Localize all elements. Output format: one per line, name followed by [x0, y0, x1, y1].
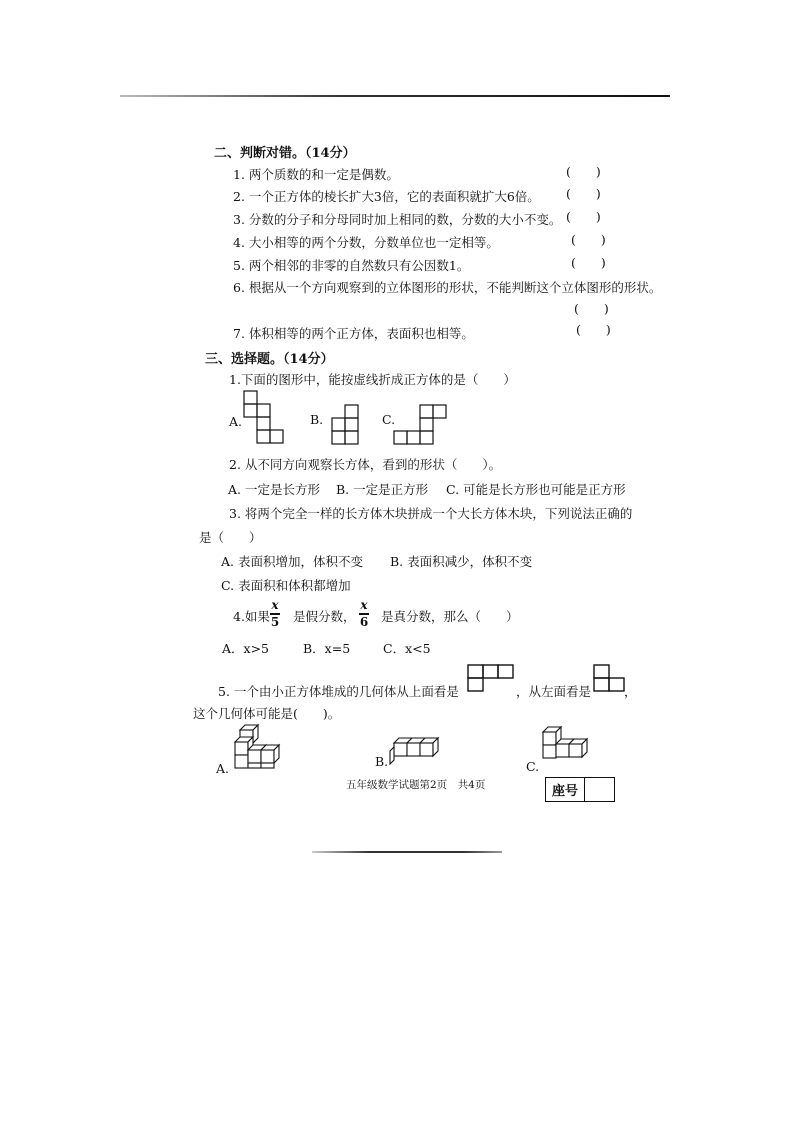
q4-fraction-x-over-6: [359, 599, 369, 629]
judge-item-4: 4. 大小相等的两个分数，分数单位也一定相等。: [233, 235, 499, 250]
q1-stem: 1.下面的图形中，能按虚线折成正方体的是（ ）: [229, 372, 516, 387]
section3-heading: 三、选择题。（14分）: [205, 352, 334, 367]
page-footer: 五年级数学试题第2页 共4页: [346, 779, 486, 791]
q2-stem: 2. 从不同方向观察长方体，看到的形状（ ）。: [229, 457, 502, 472]
judge-item-7: 7. 体积相等的两个正方体，表面积也相等。: [233, 326, 474, 341]
q5-stem-part3: ，: [624, 684, 637, 699]
q1-option-c-label: C.: [382, 412, 396, 427]
section2-heading: 二、判断对错。（14分）: [214, 146, 356, 161]
q1-option-b-label: B.: [310, 412, 324, 427]
q4-frac1-numerator: x: [271, 598, 279, 612]
q4-mid: 是假分数，: [293, 609, 356, 624]
q5-top-view-figure: [467, 664, 515, 694]
judge-item-1: 1. 两个质数的和一定是偶数。: [233, 167, 399, 182]
judge-item-5: 5. 两个相邻的非零的自然数只有公因数1。: [233, 258, 470, 273]
q4-prefix: 4.如果: [233, 609, 270, 624]
q5-stem-part1: 5. 一个由小正方体堆成的几何体从上面看是: [218, 684, 459, 699]
q4-option-c[interactable]: C．x<5: [383, 641, 431, 656]
q5-solid-a-figure[interactable]: [230, 724, 290, 772]
top-scan-edge: [120, 95, 670, 97]
answer-bracket-5[interactable]: ( ): [571, 255, 606, 270]
q4-option-b[interactable]: B．x=5: [303, 641, 351, 656]
q5-option-a-label: A.: [216, 761, 230, 776]
q3-option-b[interactable]: B. 表面积减少，体积不变: [390, 554, 533, 569]
seat-number-field[interactable]: [585, 778, 614, 801]
answer-bracket-2[interactable]: ( ): [566, 186, 601, 201]
q3-option-a[interactable]: A. 表面积增加，体积不变: [221, 554, 363, 569]
q3-option-c[interactable]: C. 表面积和体积都增加: [221, 578, 351, 593]
answer-bracket-3[interactable]: ( ): [566, 209, 601, 224]
q2-option-c[interactable]: C. 可能是长方形也可能是正方形: [446, 482, 626, 497]
q5-option-c-label: C.: [526, 759, 540, 774]
q2-option-a[interactable]: A. 一定是长方形: [228, 482, 320, 497]
q5-solid-c-figure[interactable]: [540, 726, 596, 770]
q5-option-b-label: B.: [375, 754, 389, 769]
q1-net-c-figure[interactable]: [394, 404, 452, 446]
judge-item-3: 3. 分数的分子和分母同时加上相同的数，分数的大小不变。: [233, 212, 562, 227]
q5-stem-part2: ，从左面看是: [516, 684, 592, 699]
q5-left-view-figure: [593, 664, 627, 694]
answer-bracket-4[interactable]: ( ): [571, 232, 606, 247]
q4-frac2-numerator: x: [360, 598, 368, 612]
judge-item-2: 2. 一个正方体的棱长扩大3倍，它的表面积就扩大6倍。: [233, 189, 540, 204]
answer-bracket-7[interactable]: ( ): [576, 322, 611, 337]
q4-frac2-denominator: 6: [359, 614, 369, 629]
q3-stem-line1: 3. 将两个完全一样的长方体木块拼成一个大长方体木块，下列说法正确的: [229, 506, 633, 521]
answer-bracket-1[interactable]: ( ): [566, 164, 601, 179]
bottom-scan-edge: [312, 851, 502, 853]
q5-stem-line2: 这个几何体可能是( )。: [193, 706, 341, 721]
q4-option-a[interactable]: A．x>5: [222, 641, 270, 656]
q1-net-a-figure[interactable]: [243, 390, 291, 448]
q5-solid-b-figure[interactable]: [389, 737, 445, 767]
q1-option-a-label: A.: [229, 414, 243, 429]
judge-item-6: 6. 根据从一个方向观察到的立体图形的形状，不能判断这个立体图形的形状。: [233, 280, 662, 295]
seat-number-box: [545, 777, 615, 802]
answer-bracket-6[interactable]: ( ): [574, 301, 609, 316]
seat-number-label: 座号: [546, 778, 585, 801]
q4-frac1-denominator: 5: [270, 614, 280, 629]
q2-option-b[interactable]: B. 一定是正方形: [336, 482, 429, 497]
q1-net-b-figure[interactable]: [322, 404, 372, 446]
q4-fraction-x-over-5: [270, 599, 280, 629]
q4-suffix: 是真分数，那么（ ）: [381, 609, 519, 624]
q3-stem-line2: 是（ ）: [199, 530, 262, 545]
